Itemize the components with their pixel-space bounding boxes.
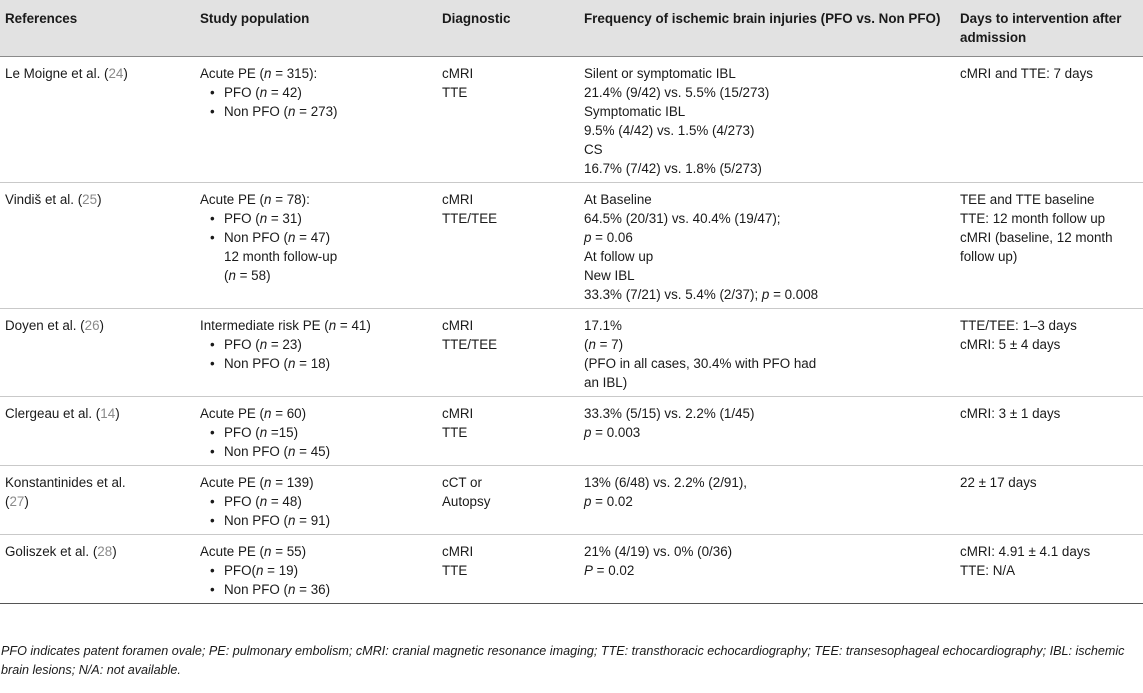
reference-cell: Le Moigne et al. (24) <box>0 57 195 183</box>
days-cell: TEE and TTE baseline TTE: 12 month follow up cMRI (baseline, 12 month follow up) <box>955 183 1143 309</box>
header-diagnostic: Diagnostic <box>437 0 579 57</box>
population-cell: Intermediate risk PE (n = 41) • PFO (n = 23) • Non PFO (n = 18) <box>195 309 437 397</box>
population-bullet: • PFO (n = 42) <box>210 85 302 100</box>
header-references: References <box>0 0 195 57</box>
population-bullet: • Non PFO (n = 273) <box>210 104 338 119</box>
population-main: Acute PE (n = 315): <box>200 66 318 81</box>
frequency-cell: At Baseline 64.5% (20/31) vs. 40.4% (19/47); p = 0.06 At follow up New IBL 33.3% (7/21) vs. 5.4% (2/37); p = 0.008 <box>579 183 955 309</box>
table-footnote: PFO indicates patent foramen ovale; PE: pulmonary embolism; cMRI: cranial magnetic resonance imaging; TTE: transthoracic echocardiography; TEE: transesophageal echocardiography; IBL: ischemic brain lesions; N/A: not available. <box>1 644 1125 677</box>
table-row <box>0 535 1143 604</box>
table-header-row <box>0 0 1143 57</box>
table-row <box>0 183 1143 309</box>
diagnostic-cell: cMRI TTE/TEE <box>437 309 579 397</box>
table-row <box>0 57 1143 183</box>
frequency-cell: Silent or symptomatic IBL 21.4% (9/42) vs. 5.5% (15/273) Symptomatic IBL 9.5% (4/42) vs. 1.5% (4/273) CS 16.7% (7/42) vs. 1.8% (5/273) <box>579 57 955 183</box>
frequency-cell: 21% (4/19) vs. 0% (0/36) P = 0.02 <box>579 535 955 604</box>
reference-link[interactable]: 25 <box>82 192 98 207</box>
days-cell: 22 ± 17 days <box>955 466 1143 535</box>
population-cell: Acute PE (n = 60) • PFO (n =15) • Non PFO (n = 45) <box>195 397 437 466</box>
frequency-cell: 17.1% (n = 7) (PFO in all cases, 30.4% with PFO had an IBL) <box>579 309 955 397</box>
diagnostic-cell: cMRI TTE <box>437 535 579 604</box>
reference-cell: Doyen et al. (26) <box>0 309 195 397</box>
days-cell: TTE/TEE: 1–3 days cMRI: 5 ± 4 days <box>955 309 1143 397</box>
days-cell: cMRI: 3 ± 1 days <box>955 397 1143 466</box>
reference-cell: Konstantinides et al. (27) <box>0 466 195 535</box>
days-cell: cMRI: 4.91 ± 4.1 days TTE: N/A <box>955 535 1143 604</box>
population-cell: Acute PE (n = 139) • PFO (n = 48) • Non PFO (n = 91) <box>195 466 437 535</box>
frequency-cell: 33.3% (5/15) vs. 2.2% (1/45) p = 0.003 <box>579 397 955 466</box>
population-cell: Acute PE (n = 78): • PFO (n = 31) • Non PFO (n = 47) 12 month follow-up (n = 58) <box>195 183 437 309</box>
table-row <box>0 466 1143 535</box>
header-frequency: Frequency of ischemic brain injuries (PFO vs. Non PFO) <box>579 0 955 57</box>
table-row <box>0 397 1143 466</box>
population-cell: Acute PE (n = 55) • PFO(n = 19) • Non PFO (n = 36) <box>195 535 437 604</box>
reference-cell: Goliszek et al. (28) <box>0 535 195 604</box>
diagnostic-cell: cMRI TTE <box>437 57 579 183</box>
days-cell: cMRI and TTE: 7 days <box>955 57 1143 183</box>
reference-cell: Vindiš et al. (25) <box>0 183 195 309</box>
header-days: Days to intervention after admission <box>955 0 1143 57</box>
table-row <box>0 309 1143 397</box>
reference-link[interactable]: 26 <box>84 318 100 333</box>
diagnostic-cell: cMRI TTE/TEE <box>437 183 579 309</box>
reference-cell: Clergeau et al. (14) <box>0 397 195 466</box>
header-population: Study population <box>195 0 437 57</box>
population-cell <box>195 57 437 183</box>
reference-link[interactable]: 14 <box>100 406 116 421</box>
frequency-cell: 13% (6/48) vs. 2.2% (2/91), p = 0.02 <box>579 466 955 535</box>
reference-link[interactable]: 28 <box>97 544 113 559</box>
reference-link[interactable]: 24 <box>108 66 124 81</box>
diagnostic-cell: cMRI TTE <box>437 397 579 466</box>
reference-link[interactable]: 27 <box>9 494 25 509</box>
diagnostic-cell: cCT or Autopsy <box>437 466 579 535</box>
